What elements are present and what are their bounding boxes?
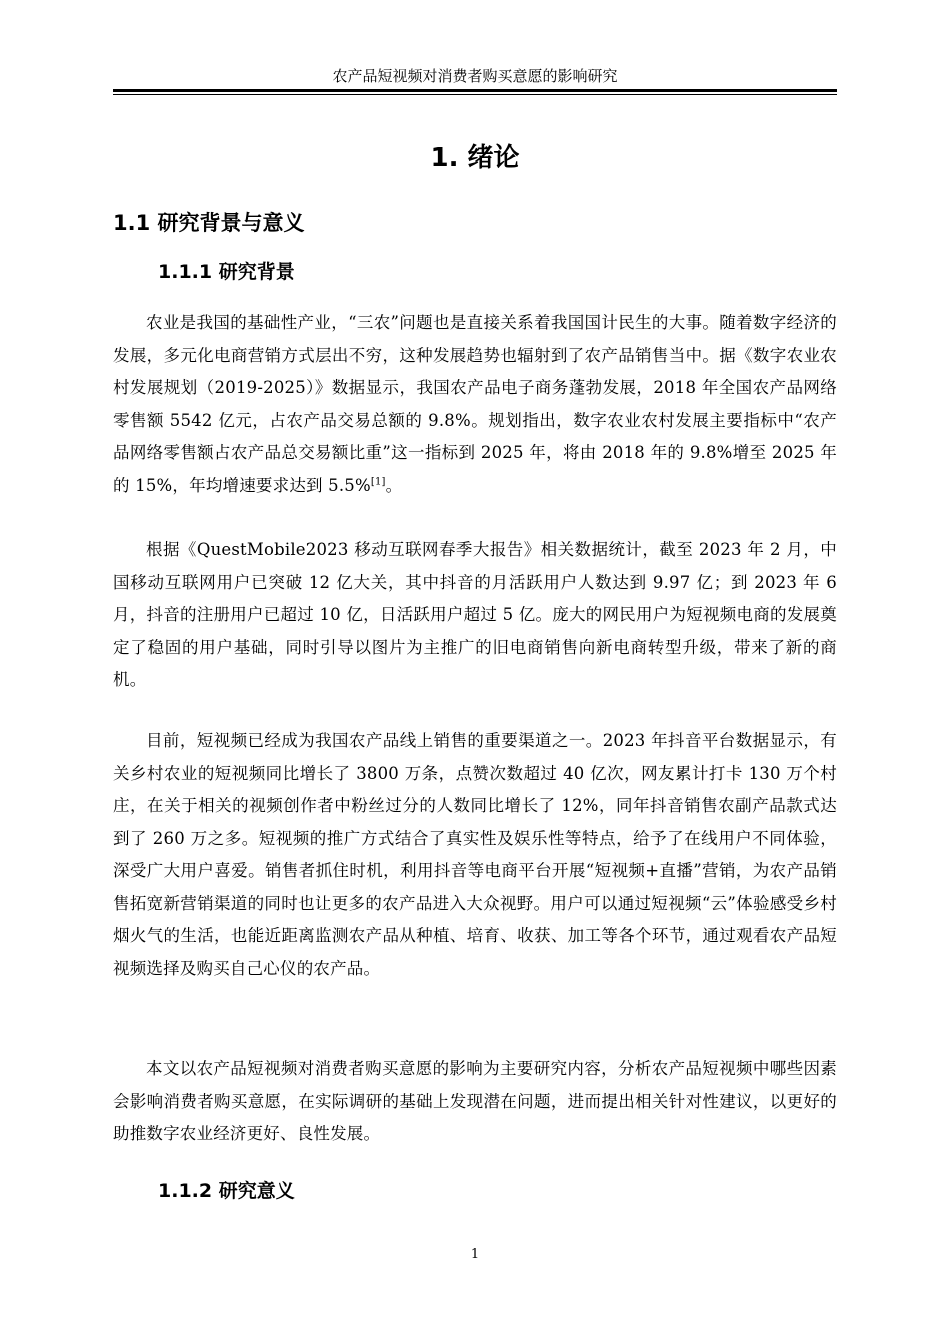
paragraph-2: 根据《QuestMobile2023 移动互联网春季大报告》相关数据统计，截至 2023 年 2 月，中国移动互联网用户已突破 12 亿大关，其中抖音的月活跃用户人数达到 9.97 亿；到 2023 年 6 月，抖音的注册用户已超过 10 亿，日活跃用户超过 5 亿。庞大的网民用户为短视频电商的发展奠定了稳固的用户基础，同时引导以图片为主推广的旧电商销售向新电商转型升级，带来了新的商机。 [113, 540, 837, 689]
paragraph-3: 目前，短视频已经成为我国农产品线上销售的重要渠道之一。2023 年抖音平台数据显示，有关乡村农业的短视频同比增长了 3800 万条，点赞次数超过 40 亿次，网友累计打卡 130 万个村庄，在关于相关的视频创作者中粉丝过分的人数同比增长了 12%，同年抖音销售农副产品款式达到了 260 万之多。短视频的推广方式结合了真实性及娱乐性等特点，给予了在线用户不同体验，深受广大用户喜爱。销售者抓住时机，利用抖音等电商平台开展“短视频+直播”营销，为农产品销售拓宽新营销渠道的同时也让更多的农产品进入大众视野。用户可以通过短视频“云”体验感受乡村烟火气的生活，也能近距离监测农产品从种植、培育、收获、加工等各个环节，通过观看农产品短视频选择及购买自己心仪的农产品。 [113, 731, 837, 978]
subsection-title-background: 1.1.1 研究背景 [158, 261, 295, 283]
running-header: 农产品短视频对消费者购买意愿的影响研究 [332, 67, 618, 85]
paragraph-4: 本文以农产品短视频对消费者购买意愿的影响为主要研究内容，分析农产品短视频中哪些因素会影响消费者购买意愿，在实际调研的基础上发现潜在问题，进而提出相关针对性建议，以更好的助推数字农业经济更好、良性发展。 [113, 1059, 837, 1143]
page-number: 1 [470, 1247, 480, 1262]
subsection-title-significance: 1.1.2 研究意义 [158, 1180, 295, 1202]
citation-marker: [1] [370, 476, 386, 487]
header-rule-thin [113, 94, 837, 95]
paragraph-1 [113, 307, 837, 502]
paragraph-1-text: 农业是我国的基础性产业，“三农”问题也是直接关系着我国国计民生的大事。随着数字经济的发展，多元化电商营销方式层出不穷，这种发展趋势也辐射到了农产品销售当中。据《数字农业农村发展规划（2019-2025）》数据显示，我国农产品电子商务蓬勃发展，2018 年全国农产品网络零售额 5542 亿元，占农产品交易总额的 9.8%。规划指出，数字农业农村发展主要指标中“农产品网络零售额占农产品总交易额比重”这一指标到 2025 年，将由 2018 年的 9.8%增至 2025 年的 15%，年均增速要求达到 5.5% [113, 313, 837, 495]
section-title: 1.1 研究背景与意义 [113, 211, 305, 235]
header-rule-thick [113, 89, 837, 92]
chapter-title: 1. 绪论 [430, 143, 520, 173]
paragraph-1-end: 。 [385, 475, 403, 495]
